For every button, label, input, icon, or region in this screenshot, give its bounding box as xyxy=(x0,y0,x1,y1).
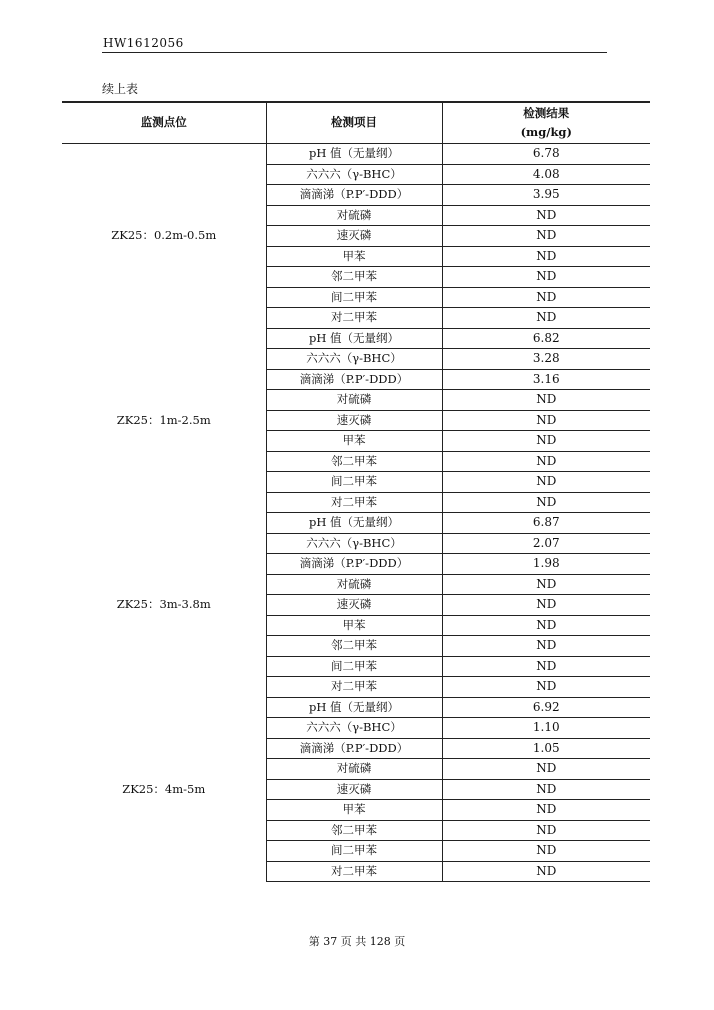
result-cell: ND xyxy=(442,656,650,677)
item-cell: pH 值（无量纲） xyxy=(266,697,442,718)
header-result xyxy=(442,102,650,144)
table-body xyxy=(62,144,650,882)
table-row xyxy=(62,513,650,534)
result-cell: 3.28 xyxy=(442,349,650,370)
result-cell: ND xyxy=(442,431,650,452)
result-cell: ND xyxy=(442,820,650,841)
item-cell: 邻二甲苯 xyxy=(266,820,442,841)
result-cell: ND xyxy=(442,390,650,411)
result-cell: 1.10 xyxy=(442,718,650,739)
result-cell: ND xyxy=(442,287,650,308)
result-cell: ND xyxy=(442,267,650,288)
item-cell: 对二甲苯 xyxy=(266,677,442,698)
item-cell: 邻二甲苯 xyxy=(266,451,442,472)
item-cell: 对二甲苯 xyxy=(266,492,442,513)
site-cell: ZK25：1m-2.5m xyxy=(62,328,266,513)
result-cell: ND xyxy=(442,492,650,513)
item-cell: pH 值（无量纲） xyxy=(266,513,442,534)
item-cell: 对硫磷 xyxy=(266,574,442,595)
item-cell: 甲苯 xyxy=(266,431,442,452)
result-cell: ND xyxy=(442,779,650,800)
result-cell: 6.87 xyxy=(442,513,650,534)
result-cell: 6.92 xyxy=(442,697,650,718)
header-result-unit: (mg/kg) xyxy=(520,125,572,139)
item-cell: 速灭磷 xyxy=(266,410,442,431)
header-result-line1: 检测结果 xyxy=(523,106,570,120)
result-cell: ND xyxy=(442,759,650,780)
item-cell: 对硫磷 xyxy=(266,390,442,411)
result-cell: ND xyxy=(442,677,650,698)
page-footer: 第 37 页 共 128 页 xyxy=(308,935,406,948)
result-cell: 2.07 xyxy=(442,533,650,554)
item-cell: 六六六（γ-BHC） xyxy=(266,164,442,185)
result-cell: ND xyxy=(442,308,650,329)
item-cell: pH 值（无量纲） xyxy=(266,328,442,349)
result-cell: 1.05 xyxy=(442,738,650,759)
result-cell: 3.16 xyxy=(442,369,650,390)
item-cell: 甲苯 xyxy=(266,800,442,821)
item-cell: 滴滴涕（P.P′-DDD） xyxy=(266,554,442,575)
item-cell: 速灭磷 xyxy=(266,779,442,800)
item-cell: 速灭磷 xyxy=(266,595,442,616)
header-item: 检测项目 xyxy=(266,102,442,144)
result-cell: 6.82 xyxy=(442,328,650,349)
result-cell: ND xyxy=(442,451,650,472)
item-cell: 对硫磷 xyxy=(266,759,442,780)
table-header-row xyxy=(62,102,650,144)
item-cell: 滴滴涕（P.P′-DDD） xyxy=(266,185,442,206)
item-cell: 间二甲苯 xyxy=(266,472,442,493)
result-cell: 4.08 xyxy=(442,164,650,185)
item-cell: 甲苯 xyxy=(266,246,442,267)
result-cell: ND xyxy=(442,636,650,657)
header-rule xyxy=(102,52,607,53)
result-cell: ND xyxy=(442,246,650,267)
site-cell: ZK25：4m-5m xyxy=(62,697,266,882)
result-cell: 1.98 xyxy=(442,554,650,575)
result-cell: ND xyxy=(442,410,650,431)
item-cell: 对二甲苯 xyxy=(266,861,442,882)
item-cell: 间二甲苯 xyxy=(266,656,442,677)
item-cell: 滴滴涕（P.P′-DDD） xyxy=(266,738,442,759)
table-row xyxy=(62,697,650,718)
item-cell: 间二甲苯 xyxy=(266,287,442,308)
site-cell: ZK25：3m-3.8m xyxy=(62,513,266,698)
item-cell: 对二甲苯 xyxy=(266,308,442,329)
item-cell: 六六六（γ-BHC） xyxy=(266,533,442,554)
item-cell: 甲苯 xyxy=(266,615,442,636)
results-table xyxy=(62,101,650,882)
item-cell: 对硫磷 xyxy=(266,205,442,226)
result-cell: ND xyxy=(442,861,650,882)
table-row xyxy=(62,144,650,165)
result-cell: ND xyxy=(442,615,650,636)
result-cell: 6.78 xyxy=(442,144,650,165)
result-cell: ND xyxy=(442,800,650,821)
item-cell: 邻二甲苯 xyxy=(266,636,442,657)
result-cell: ND xyxy=(442,595,650,616)
item-cell: 速灭磷 xyxy=(266,226,442,247)
result-cell: ND xyxy=(442,226,650,247)
item-cell: 邻二甲苯 xyxy=(266,267,442,288)
table-row xyxy=(62,328,650,349)
result-cell: ND xyxy=(442,472,650,493)
item-cell: pH 值（无量纲） xyxy=(266,144,442,165)
document-id: HW1612056 xyxy=(103,36,184,50)
header-site: 监测点位 xyxy=(62,102,266,144)
result-cell: ND xyxy=(442,841,650,862)
continued-label: 续上表 xyxy=(102,82,139,96)
item-cell: 滴滴涕（P.P′-DDD） xyxy=(266,369,442,390)
result-cell: 3.95 xyxy=(442,185,650,206)
site-cell: ZK25：0.2m-0.5m xyxy=(62,144,266,329)
result-cell: ND xyxy=(442,574,650,595)
item-cell: 六六六（γ-BHC） xyxy=(266,718,442,739)
result-cell: ND xyxy=(442,205,650,226)
item-cell: 六六六（γ-BHC） xyxy=(266,349,442,370)
item-cell: 间二甲苯 xyxy=(266,841,442,862)
